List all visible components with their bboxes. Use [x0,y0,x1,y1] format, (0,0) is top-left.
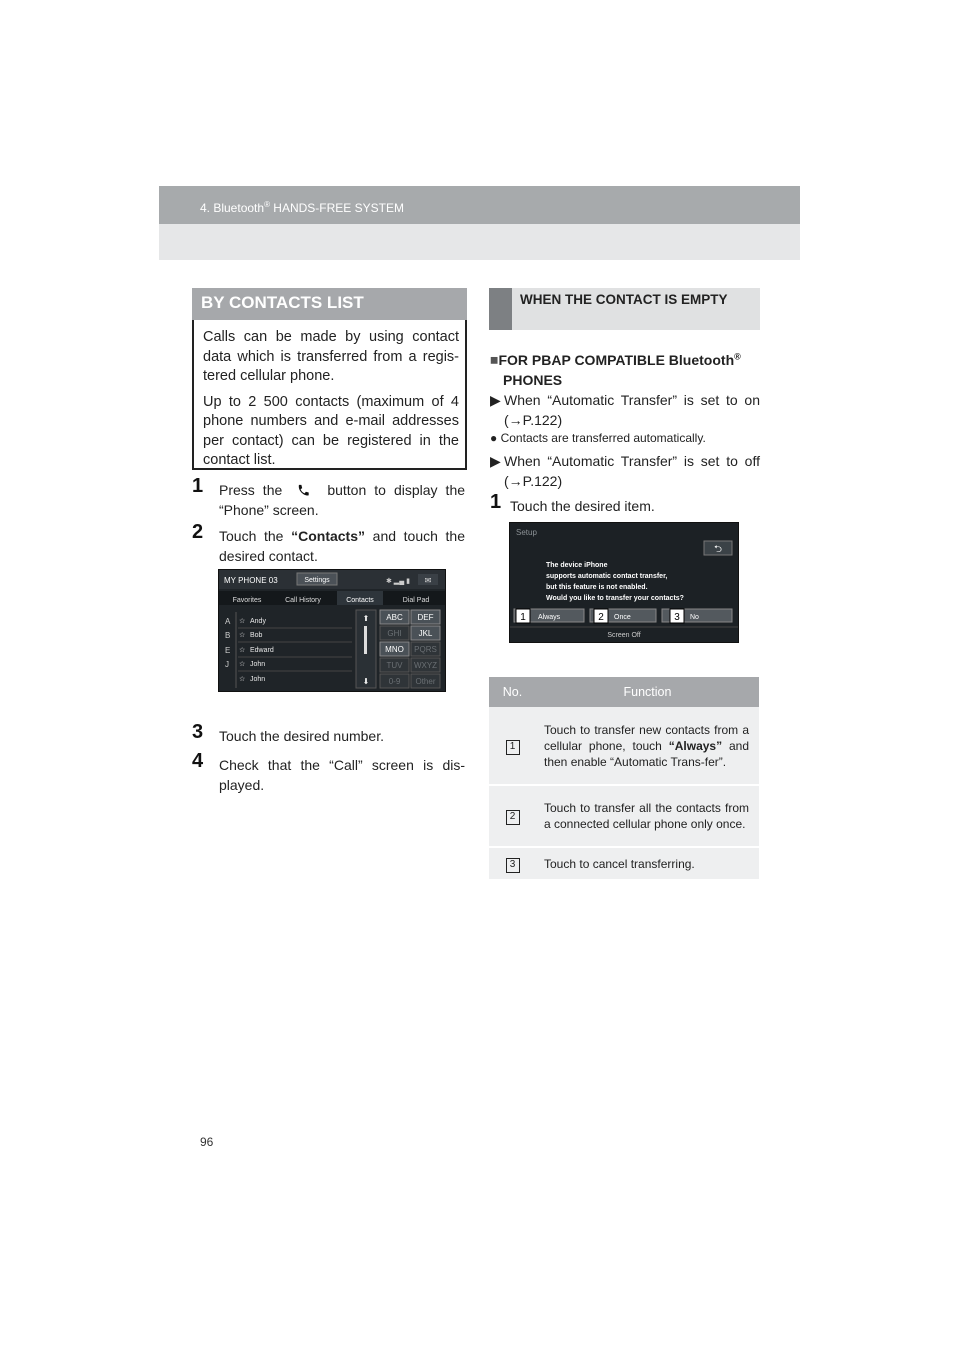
step-text: Touch the desired item. [510,498,655,514]
contact-item[interactable]: Bob [250,632,263,639]
index-letter[interactable]: J [225,660,229,669]
bullet-text: When “Automatic Transfer” is set to on (→P.122) [504,392,760,428]
star-icon: ☆ [239,676,246,683]
row-function: Touch to transfer new contacts from a cellular phone, touch “Always” and then enable “Automatic Trans-fer”. [536,707,759,785]
step-text: Press the button to display the “Phone” screen. [219,482,466,518]
contact-item[interactable]: John [250,661,266,668]
row-number: 2 [489,785,536,847]
key-ghi[interactable]: GHI [387,629,402,638]
tab-contacts[interactable]: Contacts [346,597,374,604]
section-title: 4. Bluetooth® HANDS-FREE SYSTEM [200,200,404,215]
contact-item[interactable]: Edward [250,647,274,654]
row-number: 1 [489,707,536,785]
index-letter[interactable]: B [225,631,231,640]
table-header-row [489,677,759,707]
page-number: 96 [200,1135,214,1149]
key-other[interactable]: Other [415,677,436,686]
status-icons: ✱ ▂▄ ▮ [386,578,410,585]
scrollbar-thumb[interactable] [364,626,367,654]
right-box-title [489,288,760,330]
square-bullet-icon: ■ [490,351,499,368]
tab-call-history[interactable]: Call History [285,597,321,604]
setup-title: Setup [516,528,537,537]
scroll-down-icon[interactable]: ⬇ [362,677,370,686]
function-table [489,677,759,881]
step-number: 3 [192,721,204,743]
message-line: supports automatic contact transfer, [546,573,668,580]
table-row [489,707,759,785]
column-header: No. [489,677,536,707]
callout-number: 2 [598,612,604,623]
screen-title: MY PHONE 03 [224,576,278,585]
step-text: Check that the “Call” screen is dis-played. [219,757,465,793]
key-tuv[interactable]: TUV [386,661,403,670]
index-letter[interactable]: E [225,646,231,655]
dot-bullet-icon: ● [490,431,498,445]
mail-icon[interactable]: ✉ [424,576,432,585]
scroll-up-icon[interactable]: ⬆ [362,614,370,623]
row-function: Touch to transfer all the contacts from a connected cellular phone only once. [536,785,759,847]
row-number: 3 [489,847,536,880]
table-row [489,847,759,880]
right-step-1 [490,491,760,518]
right-title-text: WHEN THE CONTACT IS EMPTY [512,288,760,330]
key-def[interactable]: DEF [417,613,434,622]
step-4 [192,750,467,797]
contact-item[interactable]: Andy [250,618,266,625]
bullet-text: When “Automatic Transfer” is set to off (→P.122) [504,453,760,489]
callout-number: 1 [520,612,526,623]
sub-heading: ■FOR PBAP COMPATIBLE Bluetooth® PHONES [490,351,741,388]
back-icon[interactable]: ⮌ [713,544,723,555]
once-button[interactable]: Once [614,614,631,621]
key-mno[interactable]: MNO [385,645,404,654]
bullet-auto-on [490,390,760,430]
key-digits[interactable]: 0-9 [388,677,401,686]
column-header: Function [536,677,759,707]
contact-item[interactable]: John [250,676,266,683]
intro-paragraph-1: Calls can be made by using contact data which is transferred from a regis-tered cellular phone. [203,329,459,384]
title-stripe [489,288,512,330]
settings-button[interactable]: Settings [304,577,330,584]
message-line: but this feature is not enabled. [546,584,648,591]
index-letter[interactable]: A [225,617,231,626]
star-icon: ☆ [239,632,246,639]
step-number: 1 [192,475,204,497]
step-2 [192,521,467,566]
message-line: Would you like to transfer your contacts? [546,595,684,602]
arrow-bullet-icon: ▶ [490,453,501,469]
tab-dial-pad[interactable]: Dial Pad [402,597,430,604]
screen-off-button[interactable]: Screen Off [607,632,641,639]
key-pqrs[interactable]: PQRS [414,645,437,654]
message-line: The device iPhone [546,562,608,569]
key-abc[interactable]: ABC [386,613,403,622]
key-wxyz[interactable]: WXYZ [413,661,438,670]
no-button[interactable]: No [690,614,699,621]
left-box-body [192,320,467,470]
callout-number: 3 [674,612,680,623]
table-row [489,785,759,847]
header-strip [159,224,800,260]
step-number: 2 [192,521,204,543]
always-button[interactable]: Always [538,614,561,621]
arrow-bullet-icon: ▶ [490,392,501,408]
phone-contacts-screenshot [218,569,446,692]
intro-paragraph-2: Up to 2 500 contacts (maximum of 4 phone numbers and e-mail addresses per contact) can be registered in the contact list. [203,393,459,468]
star-icon: ☆ [239,618,246,625]
row-function: Touch to cancel transferring. [536,847,759,880]
step-number: 4 [192,750,204,772]
star-icon: ☆ [239,661,246,668]
dot-auto-transfer: ● Contacts are transferred automatically. [490,431,706,445]
tab-favorites[interactable]: Favorites [232,597,262,604]
step-3 [192,721,467,748]
phone-icon [295,484,311,497]
left-box-title: BY CONTACTS LIST [192,288,467,320]
key-jkl[interactable]: JKL [418,629,433,638]
step-1 [192,475,467,520]
star-icon: ☆ [239,647,246,654]
step-number: 1 [490,491,502,513]
step-text: Touch the desired number. [219,728,384,744]
bullet-auto-off [490,451,760,491]
step-text: Touch the “Contacts” and touch the desired contact. [219,528,465,564]
setup-screenshot [509,522,739,643]
